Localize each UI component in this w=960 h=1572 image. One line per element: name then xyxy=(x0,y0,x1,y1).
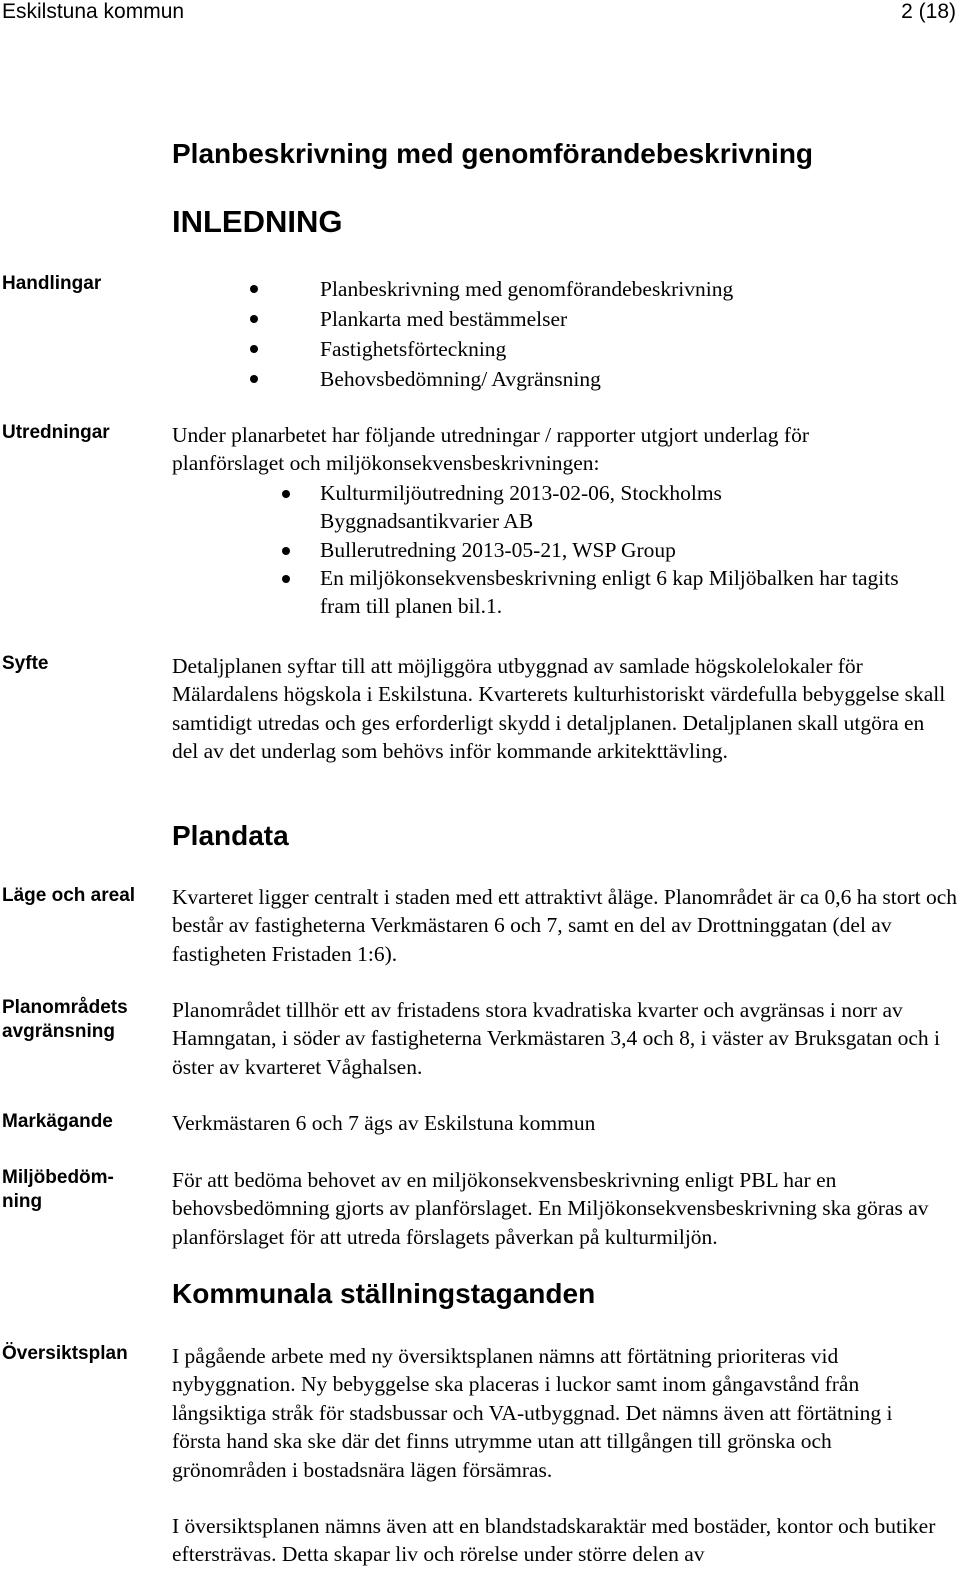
handlingar-list xyxy=(172,274,958,394)
side-label-line: Miljöbedöm- xyxy=(2,1167,114,1188)
list-item: Kulturmiljöutredning 2013-02-06, Stockholms Byggnadsantikvarier AB xyxy=(172,479,790,536)
avgransning-text: Planområdet tillhör ett av fristadens stora kvadratiska kvarter och avgränsas i norr av Hamngatan, i söder av fastigheterna Verkmästaren 3,4 och 8, i väster av Bruksgatan och i öster av kvarteret Våghalsen. xyxy=(172,998,940,1079)
heading-plandata: Plandata xyxy=(172,820,289,851)
side-label-oversiktsplan: Översiktsplan xyxy=(2,1343,128,1364)
side-label-planomradets-avgransning xyxy=(2,996,162,1044)
side-label-line: Planområdets xyxy=(2,997,128,1018)
list-item: Plankarta med bestämmelser xyxy=(172,304,958,334)
list-item: Planbeskrivning med genomförandebeskrivning xyxy=(172,274,958,304)
heading-inledning: INLEDNING xyxy=(172,204,343,239)
utredningar-section xyxy=(172,421,958,621)
utredningar-intro: Under planarbetet har följande utredningar / rapporter utgjort underlag för planförslaget och miljökonsekvensbeskrivningen: xyxy=(172,423,809,476)
list-item: En miljökonsekvensbeskrivning enligt 6 kap Miljöbalken har tagits fram till planen bil.1. xyxy=(172,564,940,621)
oversiktsplan-paragraph-2: I översiktsplanen nämns även att en blandstadskaraktär med bostäder, kontor och butiker eftersträvas. Detta skapar liv och rörelse under större delen av xyxy=(172,1514,936,1567)
oversiktsplan-paragraph-1: I pågående arbete med ny översiktsplanen nämns att förtätning prioriteras vid nybyggnation. Ny bebyggelse ska placeras i luckor samt inom gångavstånd från långsiktiga stråk för stadsbussar och VA-utbyggnad. Det nämns även att förtätning i första hand ska ske där det finns utrymme utan att tillgången till grönska och grönområden i bostadsnära lägen försämras. xyxy=(172,1344,893,1482)
header-organization: Eskilstuna kommun xyxy=(2,0,185,23)
side-label-syfte: Syfte xyxy=(2,653,49,674)
list-item: Bullerutredning 2013-05-21, WSP Group xyxy=(172,536,942,564)
document-title: Planbeskrivning med genomförandebeskrivning xyxy=(172,138,814,169)
side-label-utredningar: Utredningar xyxy=(2,422,110,443)
markagande-text: Verkmästaren 6 och 7 ägs av Eskilstuna kommun xyxy=(172,1111,596,1135)
header-page-number: 2 (18) xyxy=(901,0,956,23)
side-label-lage-och-areal: Läge och areal xyxy=(2,885,136,906)
side-label-markagande: Markägande xyxy=(2,1111,113,1132)
side-label-miljobedomning xyxy=(2,1166,162,1214)
side-label-handlingar: Handlingar xyxy=(2,273,102,294)
side-label-line: avgränsning xyxy=(2,1021,115,1042)
page-header xyxy=(0,0,960,24)
syfte-text: Detaljplanen syftar till att möjliggöra utbyggnad av samlade högskolelokaler för Mälardalens högskola i Eskilstuna. Kvarterets kulturhistoriskt värdefulla bebyggelse skall samtidigt utredas och ges erforderligt skydd i detaljplanen. Detaljplanen skall utgöra en del av det underlag som behövs inför kommande arkitekttävling. xyxy=(172,654,946,764)
lage-text: Kvarteret ligger centralt i staden med ett attraktivt åläge. Planområdet är ca 0,6 ha stort och består av fastigheterna Verkmästaren 6 och 7, samt en del av Drottninggatan (del av fastigheten Fristaden 1:6). xyxy=(172,885,958,966)
list-item: Fastighetsförteckning xyxy=(172,334,958,364)
side-label-line: ning xyxy=(2,1191,43,1212)
miljobedomning-text: För att bedöma behovet av en miljökonsekvensbeskrivning enligt PBL har en behovsbedömning gjorts av planförslaget. En Miljökonsekvensbeskrivning ska göras av planförslaget för att utreda förslagets påverkan på kulturmiljön. xyxy=(172,1168,929,1249)
list-item: Behovsbedömning/ Avgränsning xyxy=(172,364,958,394)
oversiktsplan-section xyxy=(172,1342,942,1569)
heading-kommunala-stallningstaganden: Kommunala ställningstaganden xyxy=(172,1278,596,1309)
